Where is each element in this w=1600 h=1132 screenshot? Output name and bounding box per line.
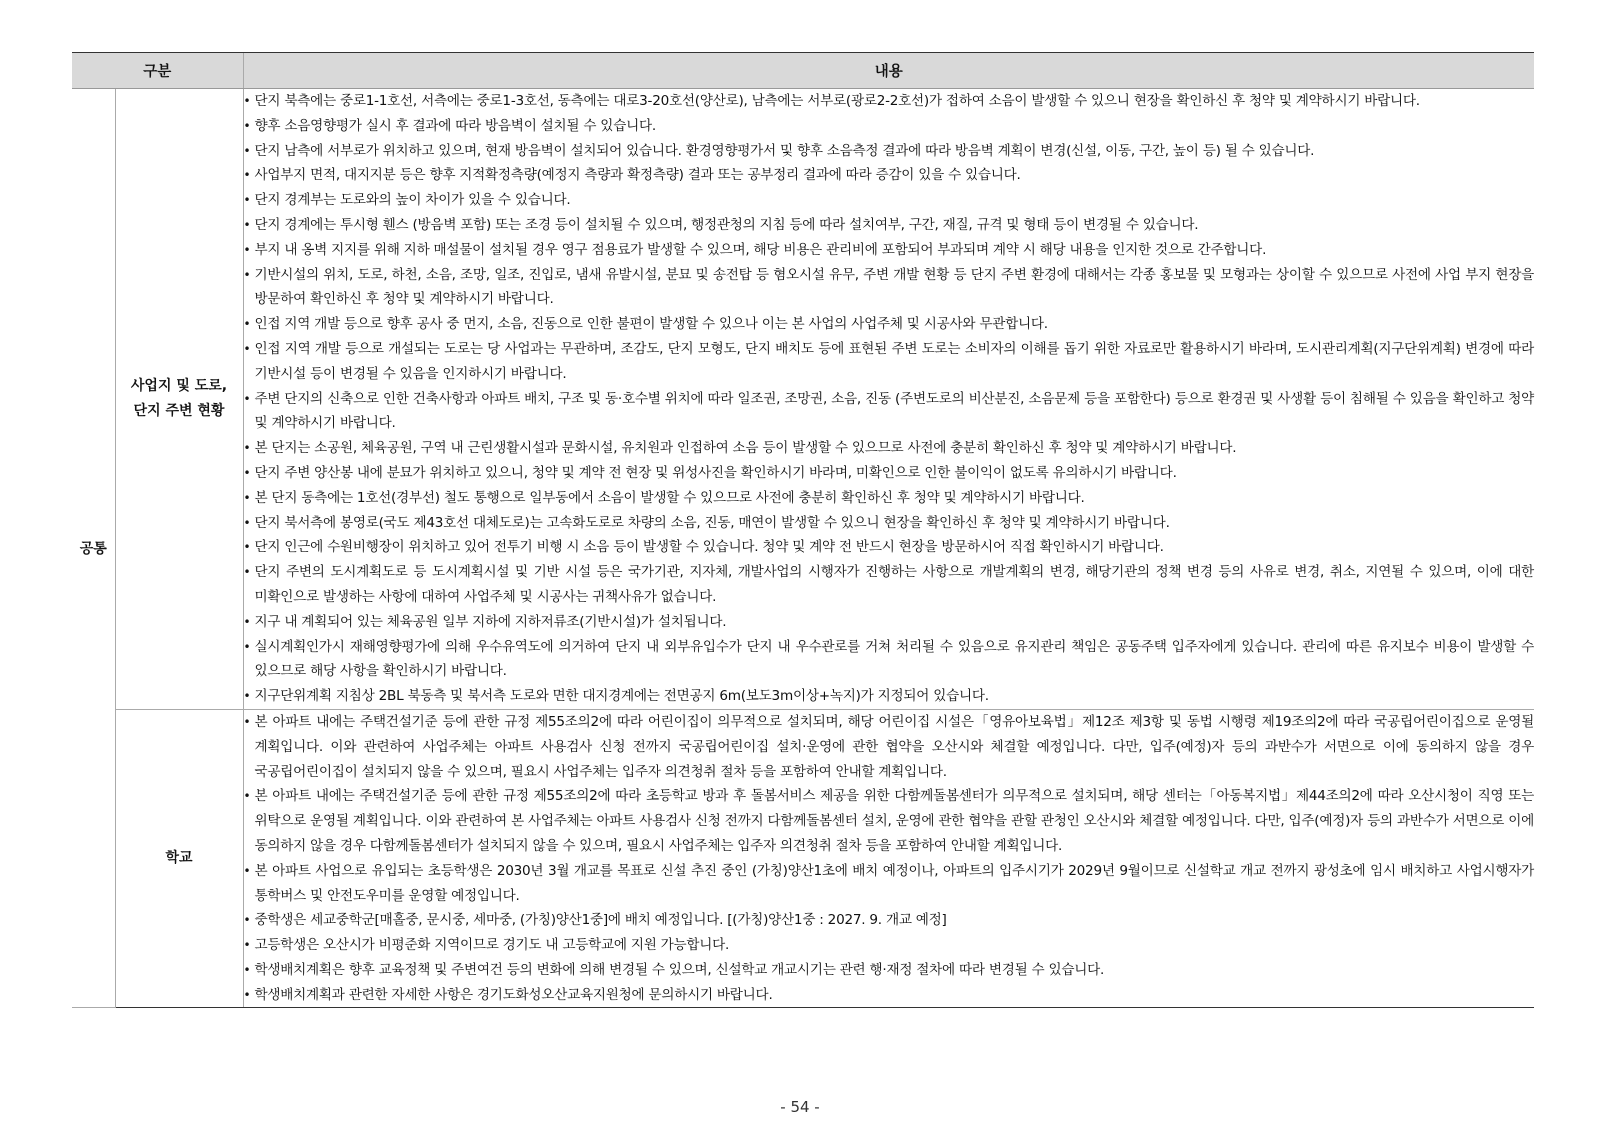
list-item: • 단지 주변 양산봉 내에 분묘가 위치하고 있으니, 청약 및 계약 전 현장 및 위성사진을 확인하시기 바라며, 미확인으로 인한 불이익이 없도록 유의하시기 바랍니다. (244, 461, 1535, 486)
group-label: 공통 (72, 89, 115, 1008)
list-item: • 단지 북서측에 봉영로(국도 제43호선 대체도로)는 고속화도로로 차량의 소음, 진동, 매연이 발생할 수 있으니 현장을 확인하신 후 청약 및 계약하시기 바랍니다. (244, 511, 1535, 536)
list-item: • 지구단위계획 지침상 2BL 북동측 및 북서측 도로와 면한 대지경계에는 전면공지 6m(보도3m이상+녹지)가 지정되어 있습니다. (244, 684, 1535, 709)
section-label-site (115, 89, 243, 710)
list-item: • 단지 북측에는 중로1-1호선, 서측에는 중로1-3호선, 동측에는 대로3-20호선(양산로), 남측에는 서부로(광로2-2호선)가 접하여 소음이 발생할 수 있으니 현장을 확인하신 후 청약 및 계약하시기 바랍니다. (244, 89, 1535, 114)
list-item: • 인접 지역 개발 등으로 향후 공사 중 먼지, 소음, 진동으로 인한 불편이 발생할 수 있으나 이는 본 사업의 사업주체 및 시공사와 무관합니다. (244, 312, 1535, 337)
list-item: • 기반시설의 위치, 도로, 하천, 소음, 조망, 일조, 진입로, 냄새 유발시설, 분묘 및 송전탑 등 혐오시설 유무, 주변 개발 현황 등 단지 주변 환경에 대해서는 각종 홍보물 및 모형과는 상이할 수 있으므로 사전에 사업 부지 현장을 방문하여 확인하신 후 청약 및 계약하시기 바랍니다. (244, 263, 1535, 313)
notice-table (72, 52, 1534, 1008)
table-row (72, 709, 1534, 1008)
list-item: • 실시계획인가시 재해영향평가에 의해 우수유역도에 의거하여 단지 내 외부유입수가 단지 내 우수관로를 거쳐 처리될 수 있음으로 유지관리 책임은 공동주택 입주자에게 있습니다. 관리에 따른 유지보수 비용이 발생할 수 있으므로 해당 사항을 확인하시기 바랍니다. (244, 635, 1535, 685)
header-content: 내용 (243, 53, 1534, 89)
section-content-school (243, 709, 1534, 1008)
bullet-list (244, 710, 1535, 1008)
list-item: • 향후 소음영향평가 실시 후 결과에 따라 방음벽이 설치될 수 있습니다. (244, 114, 1535, 139)
list-item: • 단지 경계부는 도로와의 높이 차이가 있을 수 있습니다. (244, 188, 1535, 213)
list-item: • 주변 단지의 신축으로 인한 건축사항과 아파트 배치, 구조 및 동·호수별 위치에 따라 일조권, 조망권, 소음, 진동 (주변도로의 비산분진, 소음문제 등을 포함한다) 등으로 환경권 및 사생활 등이 침해될 수 있음을 확인하고 청약 및 계약하시기 바랍니다. (244, 387, 1535, 437)
section-label-school: 학교 (115, 709, 243, 1008)
list-item: • 단지 경계에는 투시형 휀스 (방음벽 포함) 또는 조경 등이 설치될 수 있으며, 행정관청의 지침 등에 따라 설치여부, 구간, 재질, 규격 및 형태 등이 변경될 수 있습니다. (244, 213, 1535, 238)
list-item: • 인접 지역 개발 등으로 개설되는 도로는 당 사업과는 무관하며, 조감도, 단지 모형도, 단지 배치도 등에 표현된 주변 도로는 소비자의 이해를 돕기 위한 자료로만 활용하시기 바라며, 도시관리계획(지구단위계획) 변경에 따라 기반시설 등이 변경될 수 있음을 인지하시기 바랍니다. (244, 337, 1535, 387)
list-item: • 본 아파트 사업으로 유입되는 초등학생은 2030년 3월 개교를 목표로 신설 추진 중인 (가칭)양산1초에 배치 예정이나, 아파트의 입주시기가 2029년 9월이므로 신설학교 개교 전까지 광성초에 임시 배치하고 사업시행자가 통학버스 및 안전도우미를 운영할 예정입니다. (244, 859, 1535, 909)
bullet-list (244, 89, 1535, 709)
list-item: • 학생배치계획은 향후 교육정책 및 주변여건 등의 변화에 의해 변경될 수 있으며, 신설학교 개교시기는 관련 행·재정 절차에 따라 변경될 수 있습니다. (244, 958, 1535, 983)
list-item: • 지구 내 계획되어 있는 체육공원 일부 지하에 지하저류조(기반시설)가 설치됩니다. (244, 610, 1535, 635)
list-item: • 본 단지는 소공원, 체육공원, 구역 내 근린생활시설과 문화시설, 유치원과 인접하여 소음 등이 발생할 수 있으므로 사전에 충분히 확인하신 후 청약 및 계약하시기 바랍니다. (244, 436, 1535, 461)
list-item: • 단지 주변의 도시계획도로 등 도시계획시설 및 기반 시설 등은 국가기관, 지자체, 개발사업의 시행자가 진행하는 사항으로 개발계획의 변경, 해당기관의 정책 변경 등의 사유로 변경, 취소, 지연될 수 있으며, 이에 대한 미확인으로 발생하는 사항에 대하여 사업주체 및 시공사는 귀책사유가 없습니다. (244, 560, 1535, 610)
table-header-row (72, 53, 1534, 89)
section-content-site (243, 89, 1534, 710)
list-item: • 부지 내 옹벽 지지를 위해 지하 매설물이 설치될 경우 영구 점용료가 발생할 수 있으며, 해당 비용은 관리비에 포함되어 부과되며 계약 시 해당 내용을 인지한 것으로 간주합니다. (244, 238, 1535, 263)
list-item: • 사업부지 면적, 대지지분 등은 향후 지적확정측량(예정지 측량과 확정측량) 결과 또는 공부정리 결과에 따라 증감이 있을 수 있습니다. (244, 163, 1535, 188)
header-category: 구분 (72, 53, 243, 89)
list-item: • 중학생은 세교중학군[매홀중, 문시중, 세마중, (가칭)양산1중]에 배치 예정입니다. [(가칭)양산1중 : 2027. 9. 개교 예정] (244, 908, 1535, 933)
list-item: • 고등학생은 오산시가 비평준화 지역이므로 경기도 내 고등학교에 지원 가능합니다. (244, 933, 1535, 958)
list-item: • 본 단지 동측에는 1호선(경부선) 철도 통행으로 일부동에서 소음이 발생할 수 있으므로 사전에 충분히 확인하신 후 청약 및 계약하시기 바랍니다. (244, 486, 1535, 511)
table-row (72, 89, 1534, 710)
list-item: • 단지 남측에 서부로가 위치하고 있으며, 현재 방음벽이 설치되어 있습니다. 환경영향평가서 및 향후 소음측정 결과에 따라 방음벽 계획이 변경(신설, 이동, 구간, 높이 등) 될 수 있습니다. (244, 139, 1535, 164)
page-number: - 54 - (780, 1098, 820, 1116)
list-item: • 본 아파트 내에는 주택건설기준 등에 관한 규정 제55조의2에 따라 초등학교 방과 후 돌봄서비스 제공을 위한 다함께돌봄센터가 의무적으로 설치되며, 해당 센터는「아동복지법」제44조의2에 따라 오산시청이 직영 또는 위탁으로 운영될 계획입니다. 이와 관련하여 본 사업주체는 아파트 사용검사 신청 전까지 다함께돌봄센터 설치, 운영에 관한 협약을 관할 관청인 오산시와 체결할 예정입니다. 다만, 입주(예정)자 등의 과반수가 서면으로 이에 동의하지 않을 경우 다함께돌봄센터가 설치되지 않을 수 있으며, 필요시 사업주체는 입주자 의견청취 절차 등을 포함하여 안내할 계획입니다. (244, 784, 1535, 858)
list-item: • 단지 인근에 수원비행장이 위치하고 있어 전투기 비행 시 소음 등이 발생할 수 있습니다. 청약 및 계약 전 반드시 현장을 방문하시어 직접 확인하시기 바랍니다. (244, 535, 1535, 560)
section-label-line: 단지 주변 현황 (133, 402, 225, 419)
list-item: • 학생배치계획과 관련한 자세한 사항은 경기도화성오산교육지원청에 문의하시기 바랍니다. (244, 983, 1535, 1008)
section-label-line: 사업지 및 도로, (130, 377, 228, 394)
list-item: • 본 아파트 내에는 주택건설기준 등에 관한 규정 제55조의2에 따라 어린이집이 의무적으로 설치되며, 해당 어린이집 시설은「영유아보육법」제12조 제3항 및 동법 시행령 제19조의2에 따라 국공립어린이집으로 운영될 계획입니다. 이와 관련하여 사업주체는 아파트 사용검사 신청 전까지 국공립어린이집 설치·운영에 관한 협약을 오산시와 체결할 예정입니다. 다만, 입주(예정)자 등의 과반수가 서면으로 이에 동의하지 않을 경우 국공립어린이집이 설치되지 않을 수 있으며, 필요시 사업주체는 입주자 의견청취 절차 등을 포함하여 안내할 계획입니다. (244, 710, 1535, 784)
